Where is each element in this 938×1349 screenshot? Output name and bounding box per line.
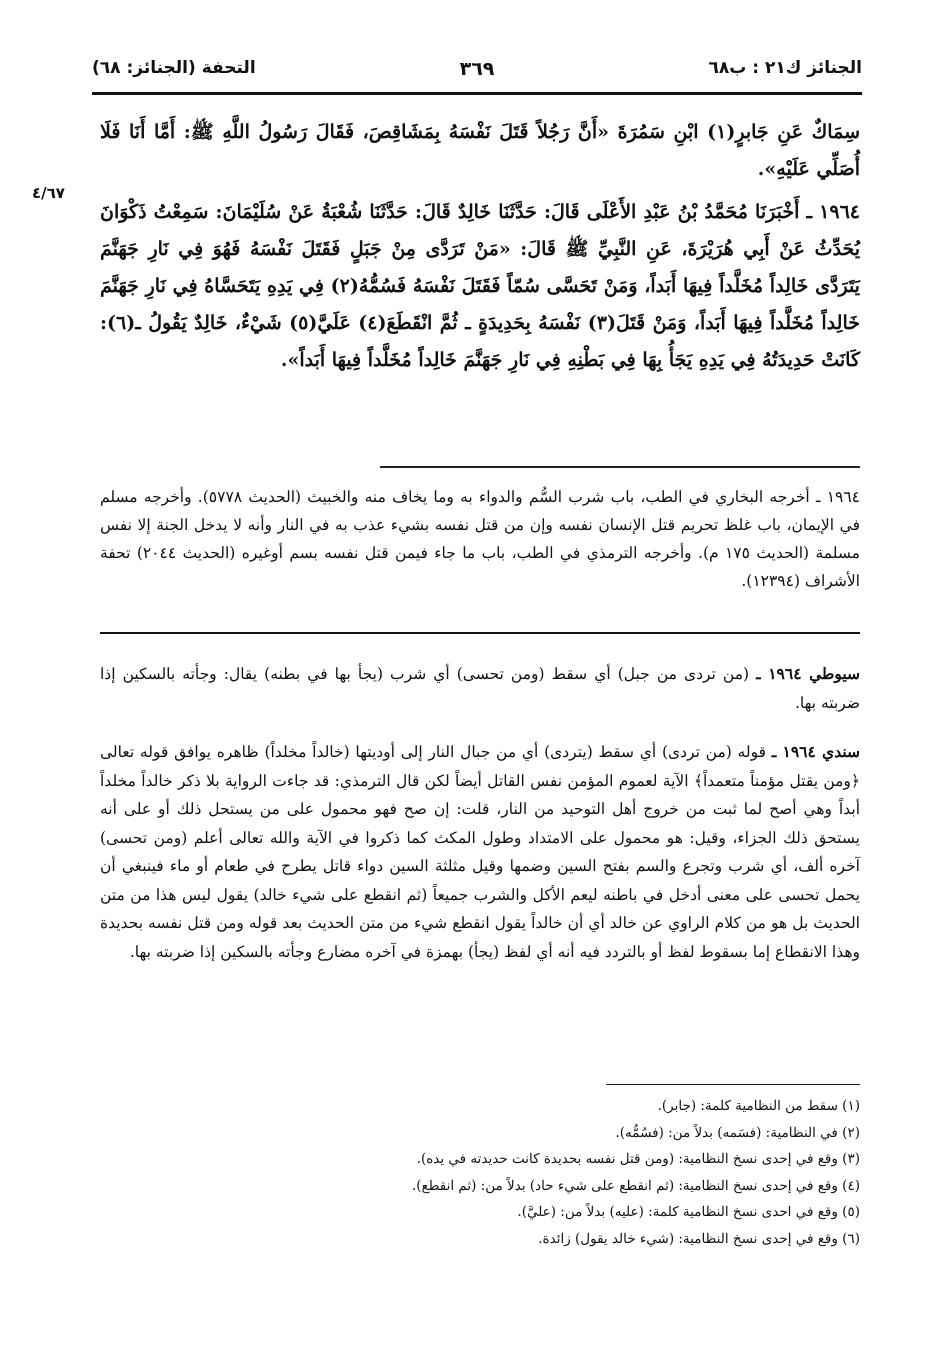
footnote: (٥) وقع في احدى نسخ النظامية كلمة: (عليه) بدلاً من: (عليَّ). xyxy=(517,1204,860,1220)
suyuti-label: سيوطي ١٩٦٤ ـ xyxy=(756,664,861,683)
sindi-label: سندي ١٩٦٤ ـ xyxy=(771,742,860,761)
takhrij-divider xyxy=(380,466,860,468)
footnotes-divider xyxy=(606,1084,860,1085)
footnote: (٦) وقع في إحدى نسخ النظامية: (شيء خالد يقول) زائدة. xyxy=(538,1230,860,1247)
suyuti-commentary xyxy=(100,660,860,717)
previous-hadith-end: سِمَاكٌ عَنِ جَابرٍ(١) ابْنِ سَمُرَةَ «أَنَّ رَجُلاً قَتَلَ نَفْسَهُ بِمَشَاقِصَ، فَقَالَ رَسُولُ اللَّهِ ﷺ: أَمَّا أَنَا فَلَا أُصَلِّي عَلَيْهِ». xyxy=(100,121,860,180)
takhrij-text: ١٩٦٤ ـ أخرجه البخاري في الطب، باب شرب السُّم والدواء به وما يخاف منه والخبيث (الحديث ٥٧٧٨). وأخرجه مسلم في الإيمان، باب غلظ تحريم قتل الإنسان نفسه وإن من قتل نفسه بشيء عذب به في النار وأنه لا يدخل الجنة إلا نفس مسلمة (الحديث ١٧٥ م). وأخرجه الترمذي في الطب، باب ما جاء فيمن قتل نفسه بسم أوغيره (الحديث ٢٠٤٤) تحفة الأشراف (١٢٣٩٤). xyxy=(100,488,861,590)
tuhfa-reference: التحفة (الجنائز: ٦٨) xyxy=(92,58,256,78)
footnotes xyxy=(100,1093,860,1252)
chapter-reference: الجنائز ك٢١ : ب٦٨ xyxy=(708,58,862,78)
sindi-text: قوله (من تردى) أي سقط (يتردى) أي من جبال النار إلى أوديتها (خالداً مخلداً) ظاهره يوافق قوله تعالى ﴿ومن يقتل مؤمناً متعمداً﴾ الآية لعموم المؤمن نفس القاتل أيضاً لكن قال الترمذي: قد جاءت الرواية بلا ذكر خالداً مخلداً أبداً وهي أصح لما ثبت من خروج أهل التوحيد من النار، قلت: إن صح فهو محمول على من يستحل ذلك أو على أنه يستحق ذلك الجزاء، وقيل: هو محمول على الامتداد وطول المكث كما ذكروا في الآية والله تعالى أعلم (ومن تحسى) آخره ألف، أي شرب وتجرع والسم بفتح السين وضمها وقيل مثلثة السين دواء قاتل يطرح في طعام أو ماء فينبغي أن يحمل تحسى على معنى أدخل في باطنه ليعم الأكل والشرب جميعاً (ثم انقطع على شيء خالد) يقول ليس هذا من متن الحديث بل هو من كلام الراوي عن خالد أي أن خالداً يقول انقطع شيء من متن الحديث بعد قوله ومن قتل نفسه بحديدة وهذا الانقطاع إما بسقوط لفظ أو بالتردد فيه أنه أي لفظ (يجأ) بهمزة في آخره مضارع وجأته بالسكين إذا ضربته بها. xyxy=(100,743,860,961)
commentary-divider xyxy=(100,632,860,634)
footnote: (٢) في النظامية: (فسَمه) بدلاً من: (فسُمُّه). xyxy=(615,1124,860,1141)
sindi-commentary xyxy=(100,738,860,966)
page-number: ٣٦٩ xyxy=(459,58,495,80)
page-header xyxy=(92,54,862,88)
hadith-block xyxy=(100,114,860,379)
suyuti-text: (من تردى من جبل) أي سقط (ومن تحسى) أي شرب (يجأ بها في بطنه) يقال: وجأته بالسكين إذا ضربته بها. xyxy=(100,665,860,712)
margin-reference: ٤/٦٧ xyxy=(32,184,65,202)
footnote: (٣) وقع في إحدى نسخ النظامية: (ومن قتل نفسه بحديدة كانت حديدته في يده). xyxy=(416,1151,860,1167)
footnote: (٤) وقع في إحدى نسخ النظامية: (ثم انقطع على شيء حاد) بدلاً من: (ثم انقطع). xyxy=(411,1177,860,1194)
header-rule xyxy=(92,92,862,95)
footnote: (١) سقط من النظامية كلمة: (جابر). xyxy=(657,1098,860,1114)
hadith-1964: ١٩٦٤ ـ أَخْبَرَنَا مُحَمَّدُ بْنُ عَبْدِ الأَعْلَى قَالَ: حَدَّثَنَا خَالِدٌ قَالَ: حَدَّثَنَا شُعْبَةُ عَنْ سُلَيْمَانَ: سَمِعْتُ ذَكْوَانَ يُحَدِّثُ عَنْ أَبِي هُرَيْرَةَ، عَنِ النَّبِيِّ ﷺ قَالَ: «مَنْ تَرَدَّى مِنْ جَبَلٍ فَقَتَلَ نَفْسَهُ فَهُوَ فِي نَارِ جَهَنَّمَ يَتَرَدَّى خَالِداً مُخَلَّداً فِيهَا أَبَداً، وَمَنْ تَحَسَّى سُمّاً فَقَتَلَ نَفْسَهُ فَسُمُّهُ(٢) فِي يَدِهِ يَتَحَسَّاهُ فِي نَارِ جَهَنَّمَ خَالِداً مُخَلَّداً فِيهَا أَبَداً، وَمَنْ قَتَلَ(٣) نَفْسَهُ بِحَدِيدَةٍ ـ ثُمَّ انْقَطَعَ(٤) عَلَيَّ(٥) شَيْءٌ، خَالِدٌ يَقُولُ ـ(٦): كَانَتْ حَدِيدَتُهُ فِي يَدِهِ يَجَأُ بِهَا فِي بَطْنِهِ فِي نَارِ جَهَنَّمَ خَالِداً مُخَلَّداً فِيهَا أَبَداً». xyxy=(100,201,860,371)
